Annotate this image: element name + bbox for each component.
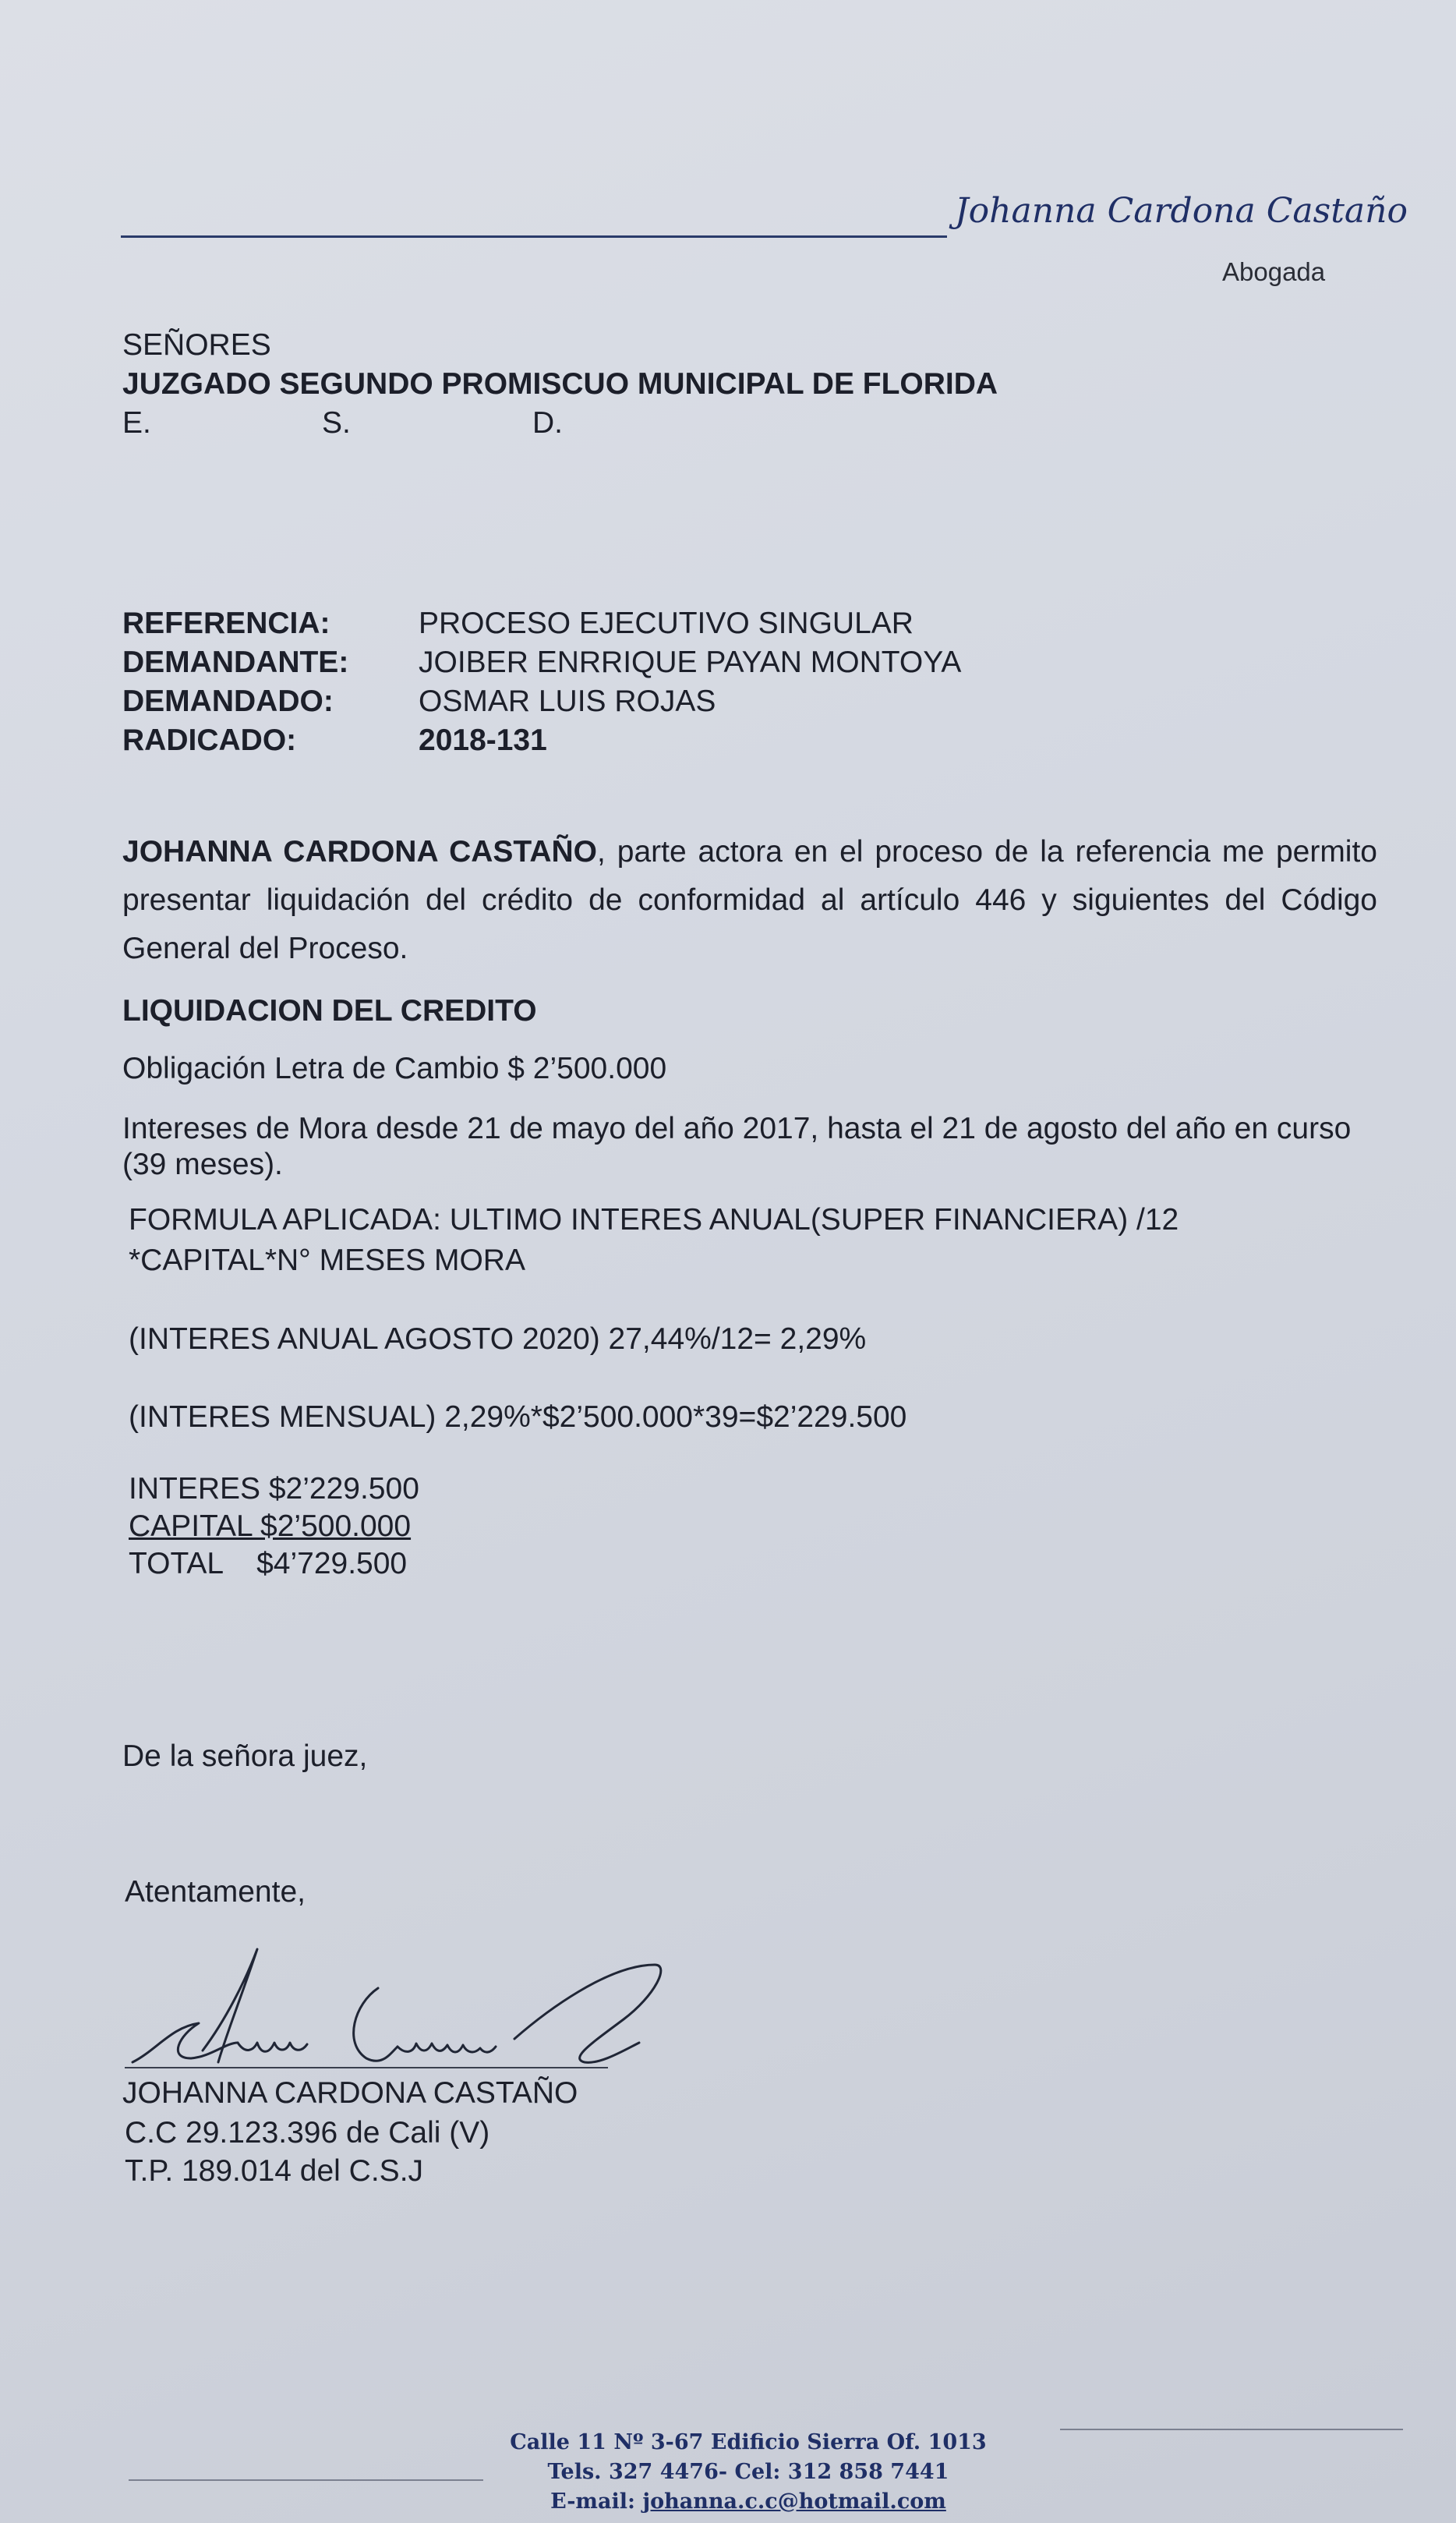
defendant-value: OSMAR LUIS ROJAS — [419, 685, 716, 718]
total-capital: CAPITAL $2’500.000 — [129, 1509, 412, 1543]
case-number-value: 2018-131 — [419, 724, 547, 757]
footer-address: Calle 11 Nº 3-67 Edificio Sierra Of. 1013 — [510, 2430, 987, 2454]
footer-email-line — [468, 2487, 1029, 2517]
footer-email-link[interactable]: johanna.c.c@hotmail.com — [642, 2489, 946, 2514]
formula-line-1: FORMULA APLICADA: ULTIMO INTERES ANUAL(SUPER FINANCIERA) /12 — [129, 1203, 1179, 1237]
footer-email-label: E-mail: — [550, 2489, 635, 2514]
intro-name: JOHANNA CARDONA CASTAÑO — [122, 835, 598, 869]
defendant-label: DEMANDADO: — [122, 685, 334, 718]
signer-professional-card: T.P. 189.014 del C.S.J — [125, 2154, 424, 2188]
section-title: LIQUIDACION DEL CREDITO — [122, 994, 537, 1028]
plaintiff-value: JOIBER ENRRIQUE PAYAN MONTOYA — [419, 646, 962, 679]
footer-rule-right — [1060, 2429, 1403, 2430]
letterhead-rule — [121, 235, 947, 238]
reference-label: REFERENCIA: — [122, 607, 330, 640]
reference-value: PROCESO EJECUTIVO SINGULAR — [419, 607, 914, 640]
case-number-label: RADICADO: — [122, 724, 297, 757]
esd-d: D. — [532, 406, 563, 440]
footer-phones: Tels. 327 4476- Cel: 312 858 7441 — [547, 2460, 949, 2484]
signer-name: JOHANNA CARDONA CASTAÑO — [122, 2076, 578, 2110]
grand-total — [129, 1545, 407, 1583]
total-label: TOTAL — [129, 1547, 224, 1580]
intro-text: , parte actora en el proceso de la referencia me permito presentar liquidación del crédito de conformidad al artículo 446 y siguientes del Código General del Proceso. — [122, 835, 1377, 965]
addressee-salutation: SEÑORES — [122, 328, 271, 362]
signer-id: C.C 29.123.396 de Cali (V) — [125, 2116, 490, 2150]
footer-contact — [468, 2428, 1029, 2517]
annual-interest-line: (INTERES ANUAL AGOSTO 2020) 27,44%/12= 2,29% — [129, 1322, 867, 1356]
interest-period: Intereses de Mora desde 21 de mayo del año 2017, hasta el 21 de agosto del año en curso (39 meses). — [122, 1112, 1352, 1181]
closing-line: De la señora juez, — [122, 1739, 368, 1773]
addressee-court: JUZGADO SEGUNDO PROMISCUO MUNICIPAL DE FLORIDA — [122, 367, 998, 401]
letterhead-title: Abogada — [1222, 257, 1326, 286]
footer-rule-left — [129, 2479, 483, 2481]
handwritten-signature — [109, 1934, 717, 2082]
total-value: $4’729.500 — [256, 1547, 408, 1580]
intro-paragraph — [122, 828, 1377, 973]
monthly-interest-line: (INTERES MENSUAL) 2,29%*$2’500.000*39=$2’229.500 — [129, 1400, 907, 1434]
regards-line: Atentamente, — [125, 1875, 306, 1909]
esd-s: S. — [322, 406, 351, 440]
letterhead-name: Johanna Cardona Castaño — [955, 191, 1408, 231]
obligation-line: Obligación Letra de Cambio $ 2’500.000 — [122, 1052, 667, 1085]
total-interest: INTERES $2’229.500 — [129, 1472, 419, 1506]
esd-e: E. — [122, 406, 151, 440]
plaintiff-label: DEMANDANTE: — [122, 646, 349, 679]
formula-line-2: *CAPITAL*N° MESES MORA — [129, 1244, 525, 1277]
